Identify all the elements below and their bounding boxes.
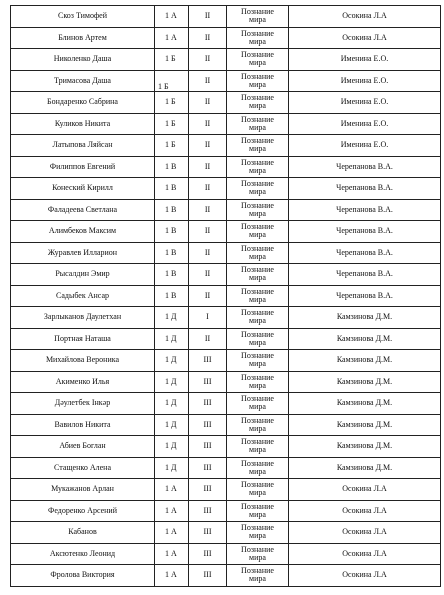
- class-cell: 1 В: [155, 285, 189, 307]
- grade-level-cell: III: [189, 457, 227, 479]
- student-name-cell: Тримасова Даша: [11, 70, 155, 92]
- teacher-cell: Осокина Л.А: [289, 565, 441, 587]
- student-name-cell: Журавлев Илларион: [11, 242, 155, 264]
- subject-cell: Познание мира: [227, 156, 289, 178]
- teacher-cell: Камзинова Д.М.: [289, 350, 441, 372]
- student-name-cell: Латыпова Ляйсан: [11, 135, 155, 157]
- teacher-cell: Черепанова В.А.: [289, 178, 441, 200]
- table-row: [11, 221, 441, 243]
- class-cell: 1 А: [155, 6, 189, 28]
- grade-level-cell: III: [189, 479, 227, 501]
- teacher-cell: Именина Е.О.: [289, 92, 441, 114]
- table-row: [11, 113, 441, 135]
- class-cell: 1 А: [155, 565, 189, 587]
- subject-cell: Познание мира: [227, 6, 289, 28]
- student-name-cell: Мукажанов Арлан: [11, 479, 155, 501]
- student-name-cell: Кабанов: [11, 522, 155, 544]
- grade-level-cell: III: [189, 543, 227, 565]
- student-name-cell: Филиппов Евгений: [11, 156, 155, 178]
- teacher-cell: Именина Е.О.: [289, 113, 441, 135]
- teacher-cell: Именина Е.О.: [289, 70, 441, 92]
- table-row: [11, 27, 441, 49]
- teacher-cell: Именина Е.О.: [289, 49, 441, 71]
- table-row: [11, 242, 441, 264]
- student-name-cell: Николенко Даша: [11, 49, 155, 71]
- class-cell: 1 Б: [155, 113, 189, 135]
- table-row: [11, 371, 441, 393]
- class-cell: 1 Д: [155, 350, 189, 372]
- subject-cell: Познание мира: [227, 522, 289, 544]
- subject-cell: Познание мира: [227, 135, 289, 157]
- subject-cell: Познание мира: [227, 221, 289, 243]
- class-cell: 1 Д: [155, 457, 189, 479]
- teacher-cell: Черепанова В.А.: [289, 156, 441, 178]
- class-cell: 1 А: [155, 543, 189, 565]
- student-name-cell: Абиев Боглан: [11, 436, 155, 458]
- grade-level-cell: III: [189, 565, 227, 587]
- subject-cell: Познание мира: [227, 285, 289, 307]
- student-name-cell: Аксютенко Леонид: [11, 543, 155, 565]
- table-row: [11, 436, 441, 458]
- table-row: [11, 414, 441, 436]
- student-name-cell: Федоренко Арсений: [11, 500, 155, 522]
- class-cell: 1 А: [155, 500, 189, 522]
- student-name-cell: Акименко Илья: [11, 371, 155, 393]
- class-cell: 1 Д: [155, 393, 189, 415]
- results-table-body: [11, 6, 441, 587]
- subject-cell: Познание мира: [227, 70, 289, 92]
- teacher-cell: Осокина Л.А: [289, 479, 441, 501]
- table-row: [11, 543, 441, 565]
- grade-level-cell: II: [189, 27, 227, 49]
- grade-level-cell: I: [189, 307, 227, 329]
- table-row: [11, 350, 441, 372]
- subject-cell: Познание мира: [227, 414, 289, 436]
- subject-cell: Познание мира: [227, 371, 289, 393]
- subject-cell: Познание мира: [227, 92, 289, 114]
- subject-cell: Познание мира: [227, 178, 289, 200]
- grade-level-cell: III: [189, 436, 227, 458]
- table-row: [11, 457, 441, 479]
- class-cell: 1 В: [155, 156, 189, 178]
- teacher-cell: Камзинова Д.М.: [289, 436, 441, 458]
- subject-cell: Познание мира: [227, 543, 289, 565]
- grade-level-cell: II: [189, 92, 227, 114]
- teacher-cell: Осокина Л.А: [289, 543, 441, 565]
- grade-level-cell: II: [189, 6, 227, 28]
- grade-level-cell: III: [189, 350, 227, 372]
- table-row: [11, 522, 441, 544]
- table-row: [11, 135, 441, 157]
- teacher-cell: Камзинова Д.М.: [289, 328, 441, 350]
- class-cell: 1 А: [155, 27, 189, 49]
- teacher-cell: Осокина Л.А: [289, 500, 441, 522]
- subject-cell: Познание мира: [227, 264, 289, 286]
- student-name-cell: Алимбеков Максим: [11, 221, 155, 243]
- class-cell: 1 В: [155, 221, 189, 243]
- subject-cell: Познание мира: [227, 242, 289, 264]
- table-row: [11, 6, 441, 28]
- grade-level-cell: II: [189, 135, 227, 157]
- subject-cell: Познание мира: [227, 350, 289, 372]
- teacher-cell: Черепанова В.А.: [289, 264, 441, 286]
- teacher-cell: Черепанова В.А.: [289, 285, 441, 307]
- grade-level-cell: II: [189, 199, 227, 221]
- table-row: [11, 178, 441, 200]
- teacher-cell: Камзинова Д.М.: [289, 393, 441, 415]
- class-cell: 1 В: [155, 264, 189, 286]
- class-cell: 1 Б: [155, 92, 189, 114]
- teacher-cell: Осокина Л.А: [289, 522, 441, 544]
- class-cell: 1 Д: [155, 328, 189, 350]
- grade-level-cell: II: [189, 70, 227, 92]
- grade-level-cell: II: [189, 264, 227, 286]
- grade-level-cell: III: [189, 371, 227, 393]
- teacher-cell: Именина Е.О.: [289, 135, 441, 157]
- grade-level-cell: II: [189, 328, 227, 350]
- grade-level-cell: II: [189, 113, 227, 135]
- grade-level-cell: II: [189, 242, 227, 264]
- grade-level-cell: II: [189, 285, 227, 307]
- class-cell: 1 Д: [155, 371, 189, 393]
- subject-cell: Познание мира: [227, 500, 289, 522]
- class-cell: 1 Б: [155, 135, 189, 157]
- results-table: [10, 5, 441, 587]
- class-cell: 1 Д: [155, 414, 189, 436]
- teacher-cell: Камзинова Д.М.: [289, 457, 441, 479]
- table-row: [11, 285, 441, 307]
- table-row: [11, 70, 441, 92]
- teacher-cell: Осокина Л.А: [289, 27, 441, 49]
- subject-cell: Познание мира: [227, 199, 289, 221]
- subject-cell: Познание мира: [227, 49, 289, 71]
- table-row: [11, 264, 441, 286]
- grade-level-cell: II: [189, 221, 227, 243]
- student-name-cell: Дәулетбек Інкәр: [11, 393, 155, 415]
- subject-cell: Познание мира: [227, 436, 289, 458]
- subject-cell: Познание мира: [227, 27, 289, 49]
- student-name-cell: Садыбек Ансар: [11, 285, 155, 307]
- class-cell: 1 Д: [155, 436, 189, 458]
- class-cell: 1 А: [155, 522, 189, 544]
- teacher-cell: Черепанова В.А.: [289, 221, 441, 243]
- subject-cell: Познание мира: [227, 307, 289, 329]
- teacher-cell: Камзинова Д.М.: [289, 371, 441, 393]
- table-row: [11, 92, 441, 114]
- student-name-cell: Бондаренко Сабрина: [11, 92, 155, 114]
- grade-level-cell: III: [189, 500, 227, 522]
- grade-level-cell: II: [189, 156, 227, 178]
- table-row: [11, 307, 441, 329]
- student-name-cell: Фаладеева Светлана: [11, 199, 155, 221]
- subject-cell: Познание мира: [227, 565, 289, 587]
- table-row: [11, 500, 441, 522]
- subject-cell: Познание мира: [227, 393, 289, 415]
- student-name-cell: Портная Наташа: [11, 328, 155, 350]
- table-row: [11, 328, 441, 350]
- student-name-cell: Рысалдин Эмир: [11, 264, 155, 286]
- student-name-cell: Конеский Кирилл: [11, 178, 155, 200]
- teacher-cell: Камзинова Д.М.: [289, 307, 441, 329]
- table-row: [11, 49, 441, 71]
- grade-level-cell: II: [189, 178, 227, 200]
- class-cell: 1 В: [155, 199, 189, 221]
- student-name-cell: Михайлова Вероника: [11, 350, 155, 372]
- table-row: [11, 479, 441, 501]
- table-row: [11, 393, 441, 415]
- student-name-cell: Скоз Тимофей: [11, 6, 155, 28]
- student-name-cell: Стащенко Алена: [11, 457, 155, 479]
- student-name-cell: Зарлыканов Даулетхан: [11, 307, 155, 329]
- grade-level-cell: III: [189, 414, 227, 436]
- subject-cell: Познание мира: [227, 457, 289, 479]
- student-name-cell: Вавилов Никита: [11, 414, 155, 436]
- grade-level-cell: II: [189, 49, 227, 71]
- table-row: [11, 199, 441, 221]
- grade-level-cell: III: [189, 522, 227, 544]
- subject-cell: Познание мира: [227, 113, 289, 135]
- teacher-cell: Черепанова В.А.: [289, 242, 441, 264]
- table-row: [11, 565, 441, 587]
- student-name-cell: Фролова Виктория: [11, 565, 155, 587]
- teacher-cell: Черепанова В.А.: [289, 199, 441, 221]
- teacher-cell: Камзинова Д.М.: [289, 414, 441, 436]
- class-cell: 1 А: [155, 479, 189, 501]
- class-cell: 1 Б: [155, 70, 189, 92]
- table-row: [11, 156, 441, 178]
- student-name-cell: Куликов Никита: [11, 113, 155, 135]
- class-cell: 1 Б: [155, 49, 189, 71]
- class-cell: 1 Д: [155, 307, 189, 329]
- student-name-cell: Блинов Артем: [11, 27, 155, 49]
- teacher-cell: Осокина Л.А: [289, 6, 441, 28]
- subject-cell: Познание мира: [227, 479, 289, 501]
- subject-cell: Познание мира: [227, 328, 289, 350]
- grade-level-cell: III: [189, 393, 227, 415]
- class-cell: 1 В: [155, 178, 189, 200]
- class-cell: 1 В: [155, 242, 189, 264]
